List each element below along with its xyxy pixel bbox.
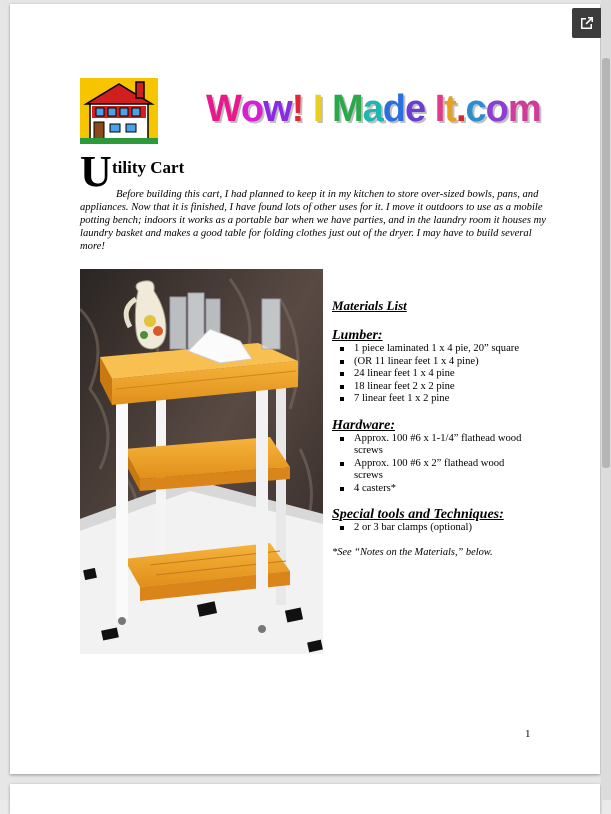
tools-list [332,522,532,535]
tools-heading: Special tools and Techniques: [332,507,504,522]
open-in-new-window-icon [579,15,595,31]
materials-heading: Materials List [332,298,407,313]
document-page [10,4,600,774]
logo-text [206,88,541,131]
scrollbar-thumb[interactable] [602,58,610,468]
next-page-edge [10,784,600,814]
materials-note: *See “Notes on the Materials,” below. [332,546,493,558]
popout-button[interactable] [572,8,602,38]
list-item: Approx. 100 #6 x 1-1/4” flathead wood screws [332,433,532,458]
list-item: 7 linear feet 1 x 2 pine [332,393,532,406]
list-item: 18 linear feet 2 x 2 pine [332,381,532,394]
list-item: Approx. 100 #6 x 2” flathead wood screws [332,458,532,483]
list-item: 4 casters* [332,483,532,496]
title-dropcap: U [80,147,112,196]
utility-cart-photo [80,269,323,654]
list-item: (OR 11 linear feet 1 x 4 pine) [332,356,532,369]
house-logo-icon [80,78,158,144]
logo-letters: Wow! I Made It.com [206,88,541,130]
scrollbar[interactable] [601,0,611,800]
lumber-heading: Lumber: [332,328,383,343]
title-text: tility Cart [112,158,185,177]
materials-list [332,298,532,558]
list-item: 2 or 3 bar clamps (optional) [332,522,532,535]
intro-paragraph: Before building this cart, I had planned to keep it in my kitchen to store over-sized bowls, pans, and appliances. Now that it is finished, I have found lots of other uses for it. I move it outdoors to use as a mobile potting bench; indoors it works as a portable bar when we have parties, and in the laundry room it houses my laundry basket and makes a good table for folding clothes just out of the dryer. I may have to build several more! [80,189,546,252]
hardware-list [332,433,532,496]
hardware-heading: Hardware: [332,417,395,433]
list-item: 24 linear feet 1 x 4 pine [332,368,532,381]
lumber-list [332,343,532,406]
list-item: 1 piece laminated 1 x 4 pie, 20” square [332,343,532,356]
page-number: 1 [525,728,531,740]
